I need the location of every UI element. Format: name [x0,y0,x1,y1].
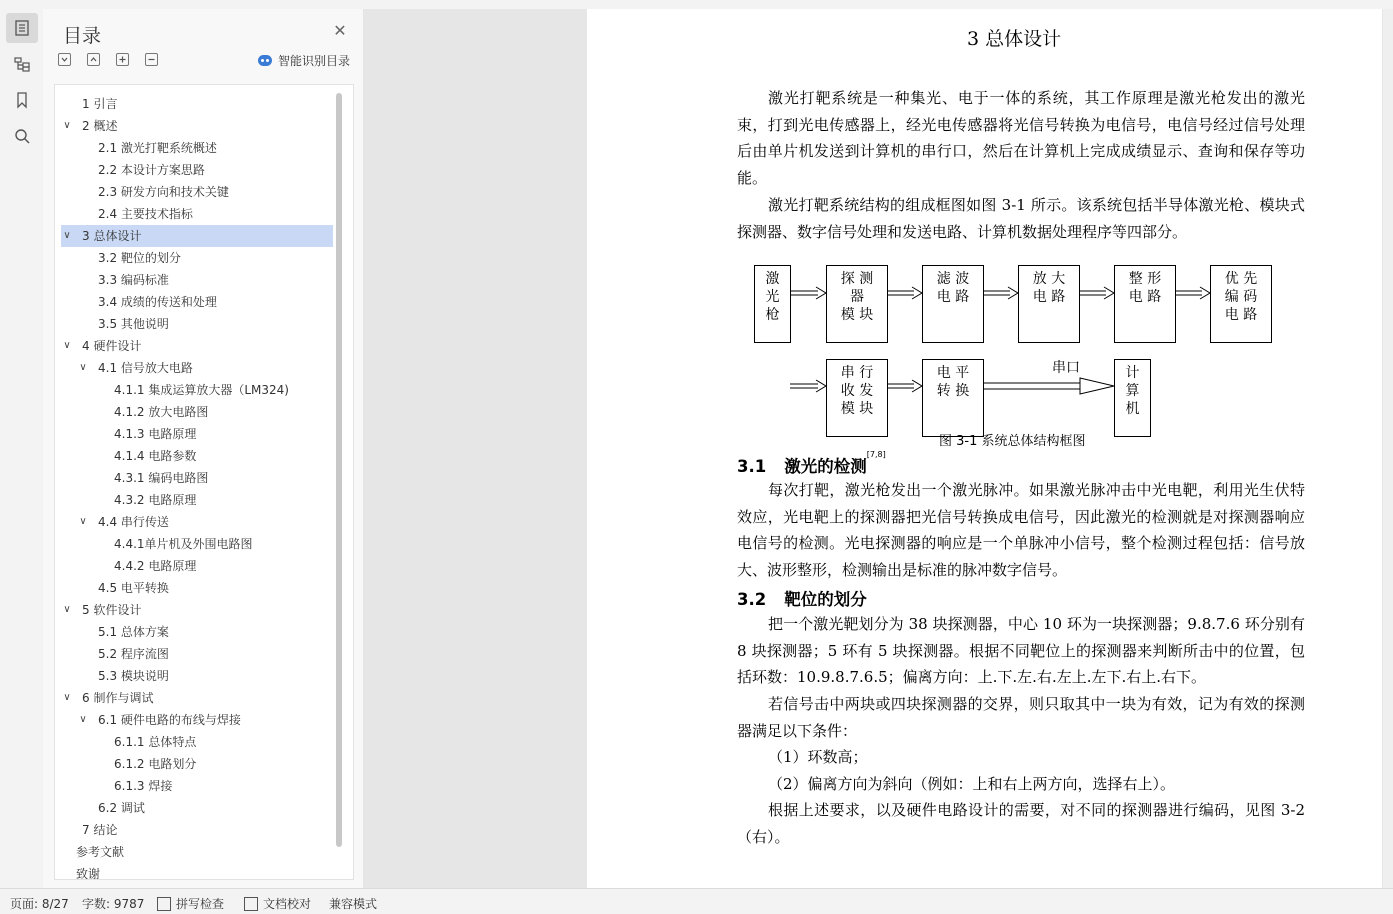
toc-item[interactable] [61,577,333,599]
toc-item[interactable] [61,599,333,621]
toc-item[interactable] [61,401,333,423]
toc-item[interactable] [61,269,333,291]
toc-item[interactable] [61,489,333,511]
toc-item[interactable] [61,533,333,555]
toc-item-label: 2.2 本设计方案思路 [98,163,205,177]
toc-item-label: 3 总体设计 [82,229,142,243]
section-title: 靶位的划分 [784,590,867,609]
toc-item[interactable] [61,665,333,687]
checkbox-icon [157,897,171,911]
expand-all-button[interactable] [87,53,100,66]
toc-toolbar [58,53,169,67]
proofread-button[interactable] [244,895,311,912]
toc-item-label: 2.4 主要技术指标 [98,207,193,221]
toc-item-label: 4.1.4 电路参数 [114,449,197,463]
toc-item[interactable] [61,159,333,181]
toc-item-label: 4.4.2 电路原理 [114,559,197,573]
toc-panel [43,9,363,888]
toc-item[interactable] [61,797,333,819]
structure-panel-button[interactable] [6,49,38,79]
section-3-2-heading [737,586,867,610]
chevron-down-icon[interactable]: ∨ [63,340,71,351]
section-title: 激光的检测 [784,457,867,476]
chevron-down-icon[interactable]: ∨ [63,120,71,131]
section-3-1-heading [737,450,886,477]
document-page [587,9,1382,888]
close-icon[interactable]: ✕ [333,21,347,40]
toc-item-label: 5.2 程序流图 [98,647,169,661]
block-diagram [752,254,1312,454]
collapse-all-button[interactable] [58,53,71,66]
toc-item-label: 3.2 靶位的划分 [98,251,181,265]
chevron-down-icon[interactable]: ∨ [79,516,87,527]
toc-item[interactable] [61,357,333,379]
toc-item[interactable] [61,115,333,137]
toc-item-label: 6.1 硬件电路的布线与焊接 [98,713,241,727]
toc-item[interactable] [61,291,333,313]
toc-item-label: 2 概述 [82,119,118,133]
toc-item-label: 4 硬件设计 [82,339,142,353]
toc-scrollbar[interactable] [336,85,342,879]
toc-item[interactable] [61,863,333,880]
toc-item-label: 6.1.3 焊接 [114,779,173,793]
chevron-up-icon [89,55,98,64]
chevron-down-icon[interactable]: ∨ [63,604,71,615]
folder-tree-icon [13,55,31,73]
toc-item[interactable] [61,379,333,401]
toc-item-label: 4.3.2 电路原理 [114,493,197,507]
toc-panel-button[interactable] [6,13,38,43]
toc-item-label: 6.1.2 电路划分 [114,757,197,771]
toc-list [54,84,354,880]
toc-item[interactable] [61,181,333,203]
toc-item-label: 4.4 串行传送 [98,515,169,529]
block-filter-circuit: 滤 波 电 路 [922,265,984,343]
toc-item[interactable] [61,731,333,753]
paragraph-8: 根据上述要求，以及硬件电路设计的需要，对不同的探测器进行编码，见图 3-2（右）。 [737,801,1305,846]
toc-item-label: 7 结论 [82,823,118,837]
toc-item[interactable] [61,819,333,841]
toc-item[interactable] [61,511,333,533]
toc-item[interactable] [61,313,333,335]
page-count[interactable]: 页面: 8/27 [10,897,69,911]
paragraph-6: （1）环数高； [768,748,868,766]
toc-item-label: 6.2 调试 [98,801,145,815]
chevron-down-icon[interactable]: ∨ [63,692,71,703]
toc-item-label: 4.5 电平转换 [98,581,169,595]
chevron-down-icon[interactable]: ∨ [79,714,87,725]
search-icon [13,127,31,145]
spell-check-label: 拼写检查 [176,897,225,911]
paragraph-4: 把一个激光靶划分为 38 块探测器，中心 10 环为一块探测器；9.8.7.6 环分别有 8 块探测器；5 环有 5 块探测器。根据不同靶位上的探测器来判断所击中的位置，包括环数：10.9.8.7.6.5；偏离方向：上.下.左.右.左上.左下.右上.右下。 [737,615,1305,686]
toc-item[interactable] [61,445,333,467]
toc-title: 目录 [63,25,102,47]
document-list-icon [13,19,31,37]
toc-item[interactable] [61,247,333,269]
toc-item-label: 5 软件设计 [82,603,142,617]
document-check-icon [244,897,258,911]
toc-item-label: 6.1.1 总体特点 [114,735,197,749]
toc-item-label: 3.3 编码标准 [98,273,169,287]
toc-item[interactable] [61,643,333,665]
toc-item-label: 2.3 研发方向和技术关键 [98,185,229,199]
section-number: 3.1 [737,457,767,476]
toc-item[interactable] [61,203,333,225]
paragraph-3: 每次打靶，激光枪发出一个激光脉冲。如果激光脉冲击中光电靶，利用光生伏特效应，光电靶上的探测器把光信号转换成电信号，因此激光的检测就是对探测器响应电信号的检测。光电探测器的响应是一个单脉冲小信号，整个检测过程包括：信号放大、波形整形，检测输出是标准的脉冲数字信号。 [737,481,1305,579]
side-icon-rail [0,9,44,888]
citation-ref[interactable]: [7,8] [866,450,886,459]
toc-item-label: 5.1 总体方案 [98,625,169,639]
chevron-down-icon[interactable]: ∨ [79,362,87,373]
bookmark-panel-button[interactable] [6,85,38,115]
toc-item[interactable] [61,775,333,797]
smart-toc-label: 智能识别目录 [278,54,351,68]
chevron-down-icon[interactable]: ∨ [63,230,71,241]
toc-item[interactable] [61,709,333,731]
figure-caption: 图 3-1 系统总体结构框图 [939,434,1086,449]
section-number: 3.2 [737,590,767,609]
block-priority-encoder: 优 先 编 码 电 路 [1210,265,1272,343]
toc-item-label: 4.1 信号放大电路 [98,361,193,375]
spell-check-button[interactable] [157,895,224,912]
toc-item-label: 5.3 模块说明 [98,669,169,683]
toc-item[interactable] [61,753,333,775]
toc-item-label: 4.1.1 集成运算放大器（LM324) [114,383,289,397]
paragraph-7: （2）偏离方向为斜向（例如：上和右上两方向，选择右上）。 [768,775,1176,793]
toc-item-label: 4.1.2 放大电路图 [114,405,209,419]
ai-robot-icon [258,55,272,66]
bookmark-icon [13,91,31,109]
document-scrollbar[interactable] [1383,9,1393,888]
block-detector-module: 探 测 器 模 块 [826,265,888,343]
toc-item[interactable] [61,93,333,115]
toc-item[interactable] [61,467,333,489]
toc-item-label: 2.1 激光打靶系统概述 [98,141,217,155]
toc-item-label: 6 制作与调试 [82,691,154,705]
chapter-title: 3 总体设计 [967,28,1062,50]
toc-item[interactable] [61,137,333,159]
toc-item[interactable] [61,335,333,357]
minus-icon [147,55,156,64]
chevron-down-icon [60,55,69,64]
toc-item-label: 3.5 其他说明 [98,317,169,331]
toc-item[interactable] [61,423,333,445]
toc-item-label: 参考文献 [76,845,125,859]
toc-item-label: 1 引言 [82,97,118,111]
toc-item-label: 4.1.3 电路原理 [114,427,197,441]
paragraph-2: 激光打靶系统结构的组成框图如图 3-1 所示。该系统包括半导体激光枪、模块式探测器、数字信号处理和发送电路、计算机数据处理程序等四部分。 [737,196,1305,241]
toc-item-label: 3.4 成绩的传送和处理 [98,295,217,309]
toc-scroll-thumb[interactable] [336,93,342,847]
remove-heading-button[interactable] [145,53,158,66]
toc-item[interactable] [61,225,333,247]
toc-item[interactable] [61,841,333,863]
block-serial-transceiver: 串 行 收 发 模 块 [826,359,888,437]
block-computer: 计 算 机 [1114,359,1151,437]
toc-item-label: 4.3.1 编码电路图 [114,471,209,485]
toc-item[interactable] [61,555,333,577]
paragraph-1: 激光打靶系统是一种集光、电于一体的系统，其工作原理是激光枪发出的激光束，打到光电传感器上，经光电传感器将光信号转换为电信号，电信号经过信号处理后由单片机发送到计算机的串行口，然后在计算机上完成成绩显示、查询和保存等功能。 [737,89,1305,187]
document-area [364,9,1393,888]
word-count[interactable]: 字数: 9787 [82,897,145,911]
compat-mode-label: 兼容模式 [329,897,378,911]
status-bar [0,888,1393,914]
proofread-label: 文档校对 [263,897,312,911]
serial-port-label: 串口 [1052,360,1080,376]
block-amplifier-circuit: 放 大 电 路 [1018,265,1080,343]
toc-item-label: 4.4.1单片机及外围电路图 [114,537,253,551]
search-panel-button[interactable] [6,121,38,151]
toc-item-label: 致谢 [76,867,101,880]
smart-toc-button[interactable] [258,52,350,69]
block-laser-gun: 激 光 枪 [754,265,791,343]
add-heading-button[interactable] [116,53,129,66]
block-shaping-circuit: 整 形 电 路 [1114,265,1176,343]
paragraph-5: 若信号击中两块或四块探测器的交界，则只取其中一块为有效，记为有效的探测器满足以下条件： [737,695,1305,740]
block-level-converter: 电 平 转 换 [922,359,984,437]
plus-icon [118,55,127,64]
toc-item[interactable] [61,687,333,709]
toc-item[interactable] [61,621,333,643]
